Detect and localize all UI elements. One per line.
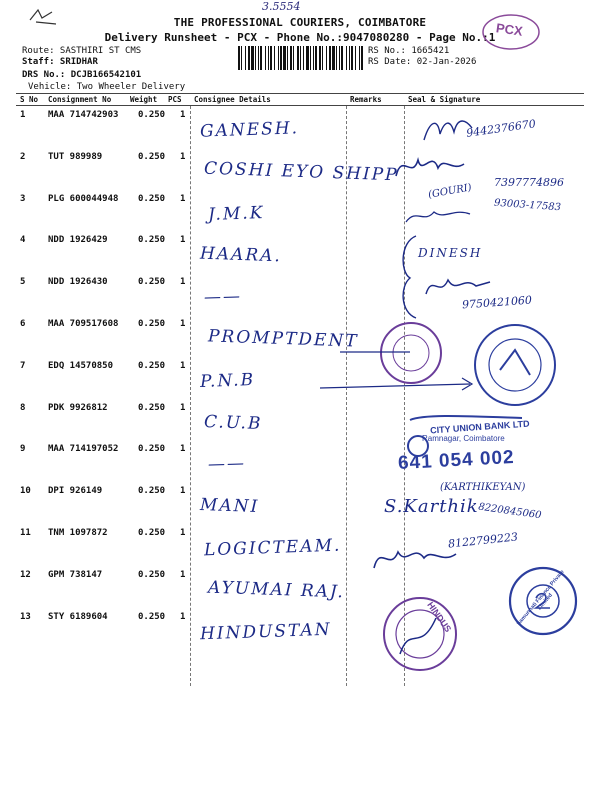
row-pcs: 1: [180, 193, 186, 204]
table-row: [20, 277, 580, 291]
col-consignment: Consignment No: [48, 95, 112, 104]
barcode-bar: [278, 46, 279, 70]
row-consignment: EDQ 14570850: [48, 360, 114, 371]
route-label: Route: SASTHIRI ST CMS: [22, 46, 142, 56]
row-weight: 0.250: [138, 611, 166, 622]
barcode-bar: [303, 46, 304, 70]
table-row: [20, 235, 580, 249]
row-consignment: TUT 989989: [48, 151, 103, 162]
row-consignee-handwritten: MANI: [199, 495, 260, 518]
sig-10-name: (KARTHIKEYAN): [440, 482, 526, 493]
row-weight: 0.250: [138, 569, 166, 580]
sig-3-scribble: [404, 200, 484, 234]
row-weight: 0.250: [138, 110, 166, 120]
row-pcs: 1: [180, 319, 186, 329]
barcode-bar: [258, 46, 259, 70]
row-weight: 0.250: [138, 360, 166, 371]
bank-round-stamp: [470, 320, 560, 414]
barcode-bar: [268, 46, 269, 70]
row-sno: 7: [20, 360, 26, 371]
row-sno: 10: [20, 486, 31, 497]
row-consignee-handwritten: ——: [203, 286, 243, 308]
row-weight: 0.250: [138, 151, 166, 162]
row-pcs: 1: [180, 277, 186, 288]
barcode-bar: [346, 46, 347, 70]
row-weight: 0.250: [138, 528, 166, 538]
samunnati-stamp: [506, 564, 580, 642]
row-pcs: 1: [180, 402, 186, 413]
top-handwritten-number: 3.5554: [262, 0, 301, 13]
row-sno: 5: [20, 277, 26, 288]
barcode-bar: [349, 46, 350, 70]
drs-number: DRS No.: DCJB166542101: [22, 70, 142, 80]
sig-4-phone: 9750421060: [461, 293, 533, 312]
sig-11-phone: 8122799223: [447, 530, 519, 551]
barcode-bar: [251, 46, 254, 70]
row-consignee-handwritten: ——: [207, 453, 247, 476]
hindus-stamp: [380, 594, 460, 678]
barcode-bar: [274, 46, 275, 70]
row-consignee-handwritten: COSHI EYO SHIPP: [203, 158, 399, 186]
delivery-arrows: [280, 340, 480, 404]
barcode-bar: [322, 46, 323, 70]
row-weight: 0.250: [138, 235, 166, 246]
cub-stamp: [397, 410, 564, 480]
barcode-bar: [248, 46, 250, 70]
staff-label: Staff: SRIDHAR: [22, 57, 98, 67]
row-consignee-handwritten: LOGICTEAM.: [203, 535, 342, 561]
sig-3-name: (GOURI): [427, 182, 473, 201]
barcode-bar: [290, 46, 292, 70]
row-weight: 0.250: [138, 193, 166, 204]
barcode-bar: [351, 46, 353, 70]
barcode-bar: [336, 46, 337, 70]
row-sno: 3: [20, 193, 26, 204]
barcode-bar: [293, 46, 294, 70]
header-top-rule: [16, 93, 584, 94]
sig-3-phone: 93003-17583: [493, 197, 562, 214]
row-weight: 0.250: [138, 319, 166, 329]
barcode-bar: [332, 46, 335, 70]
row-weight: 0.250: [138, 486, 166, 497]
row-pcs: 1: [180, 151, 186, 162]
barcode-bar: [319, 46, 321, 70]
samunnati-text: Samunnati Finance Private Limited: [515, 569, 566, 627]
row-consignment: PLG 600044948: [48, 193, 119, 204]
row-sno: 2: [20, 151, 26, 162]
barcode-bar: [265, 46, 266, 70]
barcode-bar: [241, 46, 242, 70]
barcode-bar: [306, 46, 309, 70]
row-consignment: GPM 738147: [48, 569, 103, 580]
sig-2-phone: 7397774896: [494, 176, 564, 189]
row-consignee-handwritten: AYUMAI RAJ.: [207, 577, 346, 603]
barcode-bar: [326, 46, 327, 70]
row-pcs: 1: [180, 360, 186, 371]
row-pcs: 1: [180, 444, 186, 455]
barcode-bar: [300, 46, 301, 70]
row-weight: 0.250: [138, 402, 166, 413]
barcode-bar: [238, 46, 240, 70]
document-subtitle: Delivery Runsheet - PCX - Phone No.:9047080280 - Page No.:1: [104, 31, 496, 44]
corner-stamp-text: PCX: [495, 20, 524, 39]
barcode-bar: [280, 46, 282, 70]
header-bottom-rule: [16, 105, 584, 106]
barcode-bar: [339, 46, 340, 70]
sig-10-signature: S.Karthik: [384, 496, 479, 517]
barcode-bar: [313, 46, 314, 70]
row-pcs: 1: [180, 528, 186, 538]
barcode-bar: [245, 46, 246, 70]
cub-number: 641 054 002: [397, 446, 516, 475]
barcode-bar: [260, 46, 262, 70]
row-consignment: STY 6189604: [48, 611, 108, 622]
row-consignee-handwritten: HINDUSTAN: [199, 619, 332, 644]
sig-4-bracket: [396, 232, 426, 326]
row-pcs: 1: [180, 110, 186, 120]
barcode-bar: [315, 46, 317, 70]
row-weight: 0.250: [138, 444, 166, 455]
rs-number: RS No.: 1665421: [368, 46, 450, 56]
barcode-bar: [297, 46, 299, 70]
row-consignee-handwritten: C.U.B: [203, 411, 263, 434]
row-consignee-handwritten: P.N.B: [199, 369, 256, 392]
document-title: THE PROFESSIONAL COURIERS, COIMBATORE: [173, 16, 427, 29]
barcode-bar: [310, 46, 311, 70]
barcode-bar: [283, 46, 286, 70]
row-sno: 1: [20, 110, 26, 120]
row-pcs: 1: [180, 611, 186, 622]
sig-10-phone: 8220845060: [477, 501, 543, 522]
barcode-bar: [255, 46, 256, 70]
cub-name: CITY UNION BANK LTD: [429, 418, 530, 436]
row-consignment: MAA 714197052: [48, 444, 119, 455]
barcode-bar: [341, 46, 343, 70]
barcode-bar: [329, 46, 331, 70]
barcode: [238, 46, 364, 70]
hindus-text: HINDUS: [425, 599, 454, 635]
vehicle-label: Vehicle: Two Wheeler Delivery: [28, 82, 186, 92]
row-sno: 8: [20, 402, 26, 413]
barcode-bar: [287, 46, 288, 70]
corner-stamp: [480, 12, 542, 52]
row-consignment: NDD 1926430: [48, 277, 108, 288]
row-consignment: DPI 926149: [48, 486, 103, 497]
barcode-bar: [361, 46, 363, 70]
row-consignment: NDD 1926429: [48, 235, 108, 246]
col-weight: Weight: [130, 95, 158, 104]
row-sno: 12: [20, 569, 31, 580]
row-consignment: TNM 1097872: [48, 528, 108, 538]
barcode-bar: [359, 46, 360, 70]
cub-branch: Ramnagar, Coimbatore: [422, 434, 505, 443]
col-remarks: Remarks: [350, 95, 382, 104]
barcode-bar: [355, 46, 356, 70]
row-consignment: MAA 714742903: [48, 110, 119, 120]
col-sno: S No: [20, 95, 39, 104]
col-seal: Seal & Signature: [408, 95, 481, 104]
row-sno: 13: [20, 611, 31, 622]
row-consignee-handwritten: HAARA.: [199, 243, 283, 267]
row-consignee-handwritten: J.M.K: [207, 202, 265, 225]
sig-11-scribble: [370, 538, 460, 582]
row-sno: 11: [20, 528, 31, 538]
row-sno: 4: [20, 235, 26, 246]
row-weight: 0.250: [138, 277, 166, 288]
row-consignee-handwritten: GANESH.: [199, 118, 300, 142]
row-sno: 6: [20, 319, 26, 329]
row-consignee-handwritten: PROMPTDENT: [207, 326, 359, 352]
col-pcs: PCS: [168, 95, 182, 104]
sig-4-name: DINESH: [418, 246, 483, 260]
row-pcs: 1: [180, 569, 186, 580]
row-consignment: PDK 9926812: [48, 402, 108, 413]
sig-1-phone: 9442376670: [465, 117, 537, 140]
col-consignee: Consignee Details: [194, 95, 271, 104]
row-sno: 9: [20, 444, 26, 455]
row-pcs: 1: [180, 486, 186, 497]
row-pcs: 1: [180, 235, 186, 246]
barcode-bar: [270, 46, 272, 70]
rs-date: RS Date: 02-Jan-2026: [368, 57, 477, 67]
row-consignment: MAA 709517608: [48, 319, 119, 329]
